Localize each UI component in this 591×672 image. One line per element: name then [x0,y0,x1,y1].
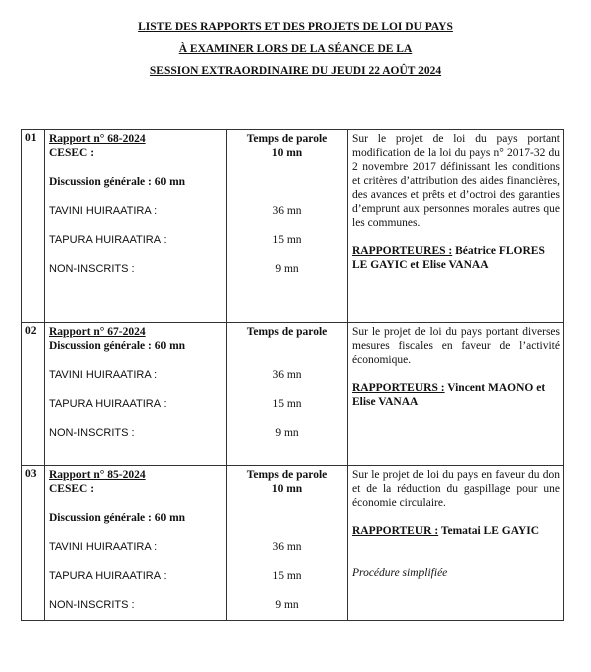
time-tapura: 15 mn [272,570,302,582]
speaking-time-cell [227,130,348,323]
rapporteurs [352,244,560,272]
speaking-time-cell [227,323,348,466]
group-non-inscrits: NON-INSCRITS : [49,263,135,275]
group-non-inscrits: NON-INSCRITS : [49,427,135,439]
rapporteur-names: Béatrice FLORES LE GAYIC et Elise VANAA [352,245,545,271]
item-number: 03 [22,466,45,621]
report-number: Rapport n° 85-2024 [49,469,146,481]
general-discussion: Discussion générale : 60 mn [49,340,186,352]
title-line-3: SESSION EXTRAORDINAIRE DU JEUDI 22 AOÛT 2024 [149,65,442,77]
group-tapura: TAPURA HUIRAATIRA : [49,570,167,582]
speaking-time-cell [227,466,348,621]
rapporteur-label: RAPPORTEURES : [352,245,453,257]
rapporteur-names: Vincent MAONO et Elise VANAA [352,382,546,408]
speaking-time-label: Temps de parole [246,326,328,338]
report-cell [45,466,227,621]
bill-description: Sur le projet de loi du pays portant diverses mesures fiscales en faveur de l’activité économique. [352,326,560,366]
bill-description: Sur le projet de loi du pays portant modification de la loi du pays n° 2017-32 du 2 novembre 2017 définissant les conditions et critères d’attribution des aides financières, des avances et prêts et d’octroi des garanties d’emprunt aux personnes morales autres que les communes. [352,133,560,229]
item-number: 01 [22,130,45,323]
time-non-inscrits: 9 mn [275,263,299,275]
time-non-inscrits: 9 mn [275,427,299,439]
cesec-time: 10 mn [271,147,303,159]
group-tapura: TAPURA HUIRAATIRA : [49,398,167,410]
general-discussion: Discussion générale : 60 mn [49,176,186,188]
description-cell [348,466,564,621]
agenda-table [21,129,564,621]
time-non-inscrits: 9 mn [275,599,299,611]
table-row [22,130,564,323]
group-tapura: TAPURA HUIRAATIRA : [49,234,167,246]
procedure-note: Procédure simplifiée [352,567,448,579]
cesec-label: CESEC : [49,147,95,159]
title-line-2: À EXAMINER LORS DE LA SÉANCE DE LA [178,43,413,55]
cesec-time: 10 mn [271,483,303,495]
rapporteur-label: RAPPORTEURS : [352,382,445,394]
report-cell [45,130,227,323]
time-tavini: 36 mn [272,541,302,553]
table-row [22,323,564,466]
document-title [0,16,591,82]
description-cell [348,323,564,466]
speaking-time-label: Temps de parole [246,133,328,145]
table-row [22,466,564,621]
report-cell [45,323,227,466]
rapporteurs [352,381,560,409]
time-tavini: 36 mn [272,205,302,217]
rapporteurs [352,524,560,538]
speaking-time-label: Temps de parole [246,469,328,481]
rapporteur-label: RAPPORTEUR : [352,525,439,537]
group-tavini: TAVINI HUIRAATIRA : [49,205,158,217]
time-tapura: 15 mn [272,234,302,246]
report-number: Rapport n° 68-2024 [49,133,146,145]
time-tavini: 36 mn [272,369,302,381]
general-discussion: Discussion générale : 60 mn [49,512,186,524]
description-cell [348,130,564,323]
bill-description: Sur le projet de loi du pays en faveur du don et de la réduction du gaspillage pour une économie circulaire. [352,469,560,509]
rapporteur-names: Tematai LE GAYIC [440,525,540,537]
group-tavini: TAVINI HUIRAATIRA : [49,369,158,381]
title-line-1: LISTE DES RAPPORTS ET DES PROJETS DE LOI DU PAYS [138,21,453,33]
report-number: Rapport n° 67-2024 [49,326,146,338]
cesec-label: CESEC : [49,483,95,495]
item-number: 02 [22,323,45,466]
group-tavini: TAVINI HUIRAATIRA : [49,541,158,553]
group-non-inscrits: NON-INSCRITS : [49,599,135,611]
time-tapura: 15 mn [272,398,302,410]
